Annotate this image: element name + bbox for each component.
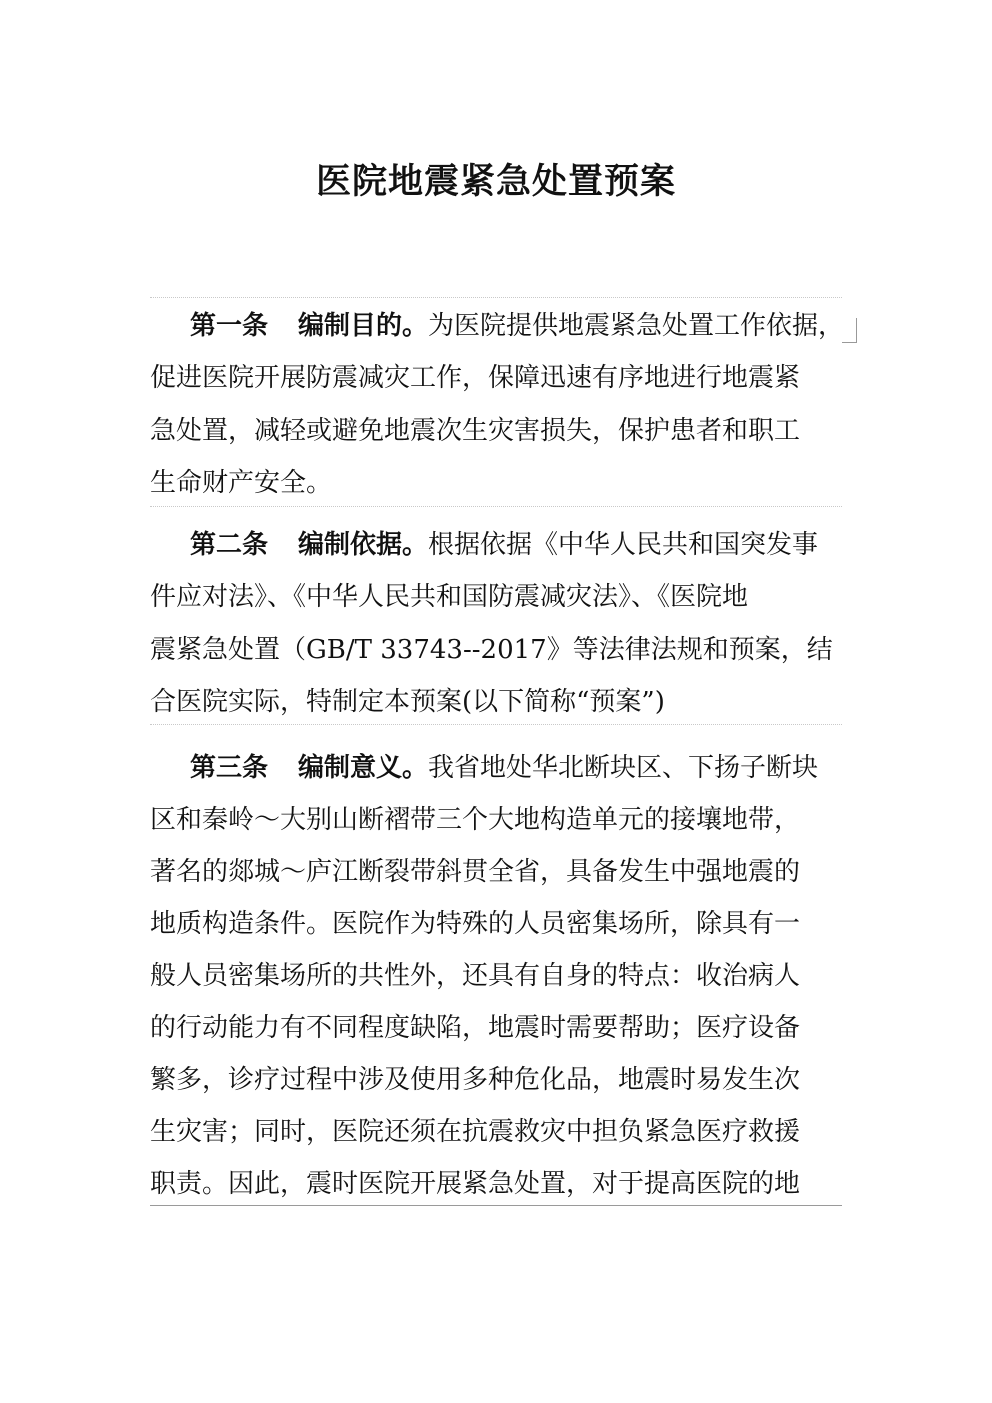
article-text-line: 件应对法》、《中华人民共和国防震减灾法》、《医院地: [150, 582, 749, 612]
article-heading: 编制意义。: [298, 753, 429, 783]
article-number: 第一条: [190, 311, 269, 341]
article-3-first-line: [190, 748, 818, 788]
article-text: 我省地处华北断块区、下扬子断块: [428, 753, 819, 783]
article-text: 为医院提供地震紧急处置工作依据，: [428, 311, 845, 341]
article-text-line: 震紧急处置（GB/T 33743--2017》等法律法规和预案，结: [150, 635, 833, 665]
article-text-line: 著名的郯城～庐江断裂带斜贯全省，具备发生中强地震的: [150, 857, 801, 887]
article-number: 第三条: [190, 753, 269, 783]
article-text-line: 区和秦岭～大别山断褶带三个大地构造单元的接壤地带，: [150, 805, 801, 835]
article-text-line: 的行动能力有不同程度缺陷，地震时需要帮助；医疗设备: [150, 1013, 801, 1043]
article-2-first-line: [190, 525, 818, 565]
paragraph-divider: [150, 724, 842, 725]
page-bottom-rule: [150, 1205, 842, 1206]
article-text-line: 合医院实际，特制定本预案(以下简称“预案”): [150, 687, 665, 717]
paragraph-divider: [150, 506, 842, 507]
article-text-line: 生命财产安全。: [150, 468, 333, 498]
article-1-first-line: [190, 306, 844, 346]
article-text-line: 促进医院开展防震减灾工作，保障迅速有序地进行地震紧: [150, 363, 801, 393]
article-text-line: 职责。因此，震时医院开展紧急处置，对于提高医院的地: [150, 1169, 801, 1199]
article-text-line: 般人员密集场所的共性外，还具有自身的特点：收治病人: [150, 961, 801, 991]
article-text: 根据依据《中华人民共和国突发事: [428, 530, 819, 560]
article-heading: 编制依据。: [298, 530, 429, 560]
article-heading: 编制目的。: [298, 311, 429, 341]
paragraph-corner-mark: [842, 318, 857, 343]
paragraph-divider: [150, 297, 842, 298]
article-text-line: 急处置，减轻或避免地震次生灾害损失，保护患者和职工: [150, 416, 801, 446]
article-text-line: 地质构造条件。医院作为特殊的人员密集场所，除具有一: [150, 909, 801, 939]
document-title: 医院地震紧急处置预案: [315, 161, 676, 202]
article-text-line: 繁多，诊疗过程中涉及使用多种危化品，地震时易发生次: [150, 1065, 801, 1095]
article-number: 第二条: [190, 530, 269, 560]
article-text-line: 生灾害；同时，医院还须在抗震救灾中担负紧急医疗救援: [150, 1117, 801, 1147]
